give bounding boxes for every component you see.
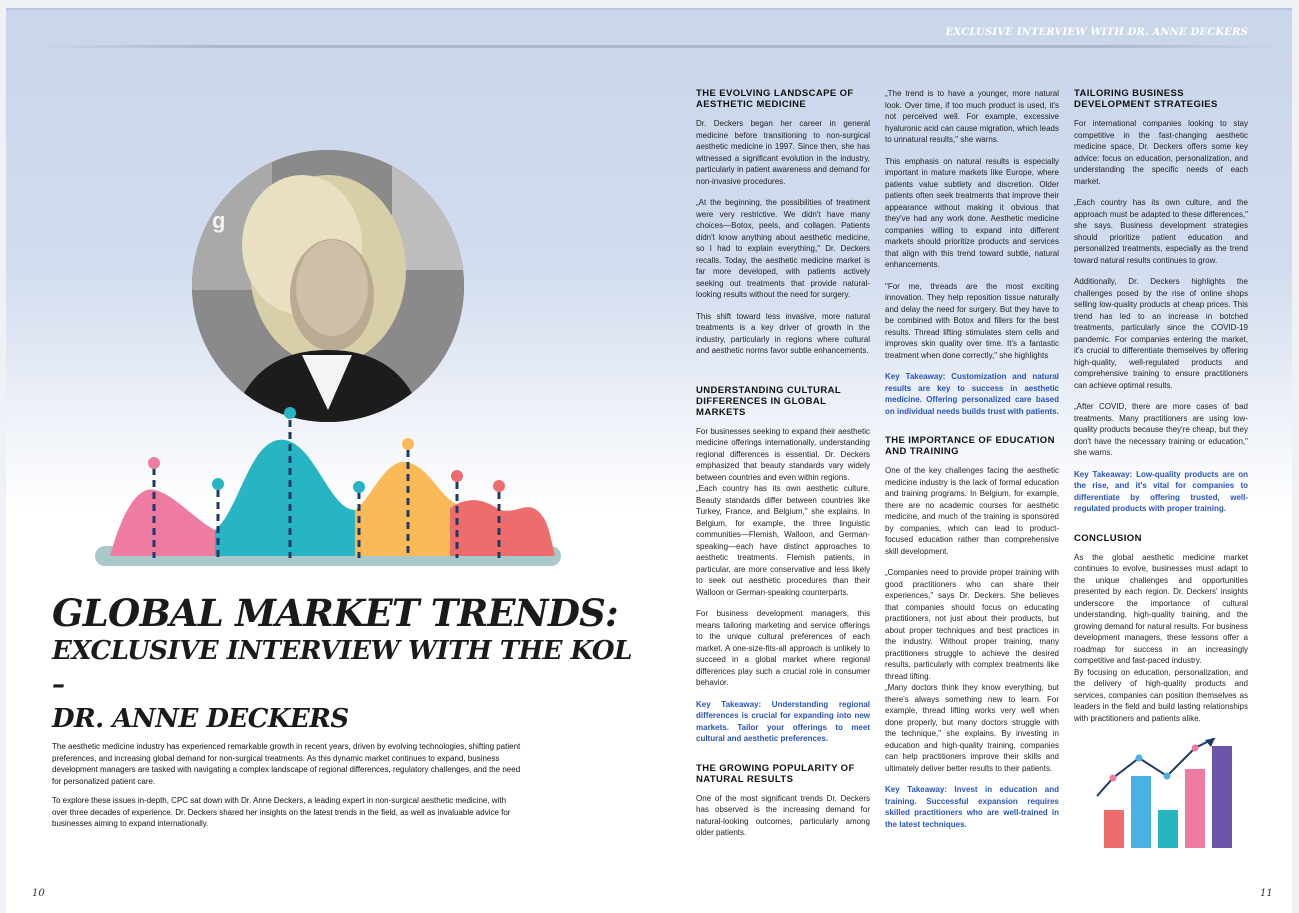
trend-dot-3 [1164, 773, 1171, 780]
dot-pink [148, 457, 160, 469]
heading-education-training: THE IMPORTANCE OF EDUCATION AND TRAINING [885, 435, 1055, 457]
header-rule [36, 45, 1286, 48]
col1-paragraph-6: For business development managers, this means tailoring marketing and service offerings to the unique cultural preferences of each market. A one-size-fits-all approach is unlikely to succeed in a global market where regional differences play such a crucial role in consumer behavior. [696, 609, 870, 687]
trend-dot-1 [1110, 775, 1117, 782]
intro-paragraph-1: The aesthetic medicine industry has experienced remarkable growth in recent years, driven by evolving technologies, shifting patient preferences, and increasing global demand for non-surgical treatments. As this dynamic market continues to expand, business development managers are tasked with navigating a complex landscape of regional differences, regulatory challenges, and the need for personalized patient care. [52, 742, 521, 786]
dot-yellow [402, 438, 414, 450]
bar-2 [1131, 776, 1151, 848]
col1-paragraph-3: This shift toward less invasive, more natural treatments is a key driver of growth in the industry, particularly in regions where cultural and aesthetic norms favor subtle enhancements. [696, 311, 870, 355]
col1-key-takeaway: Key Takeaway: Understanding regional differences is crucial for expanding into new markets. Tailor your offerings to meet cultural and aesthetic preferences. [696, 699, 870, 743]
col3-paragraph-5: As the global aesthetic medicine market continues to evolve, businesses must adapt to the unique challenges and opportunities presented by each region. Dr. Deckers' insights underscore the importance of cultural understanding, high-quality training, and the growing demand for natural results. For business development managers, these lessons offer a roadmap for success in an increasingly competitive and fast-paced industry. [1074, 552, 1248, 665]
heading-business-strategies: TAILORING BUSINESS DEVELOPMENT STRATEGIES [1074, 88, 1218, 110]
heading-cultural-differences: UNDERSTANDING CULTURAL DIFFERENCES IN GLOBAL MARKETS [696, 384, 841, 418]
col2-paragraph-1: „The trend is to have a younger, more natural look. Over time, if too much product is used, it's not perceived well. For example, excessive hyaluronic acid can cause migration, which leads to unnatural results," she warns. [885, 89, 1059, 144]
col1-paragraph-4: For businesses seeking to expand their aesthetic medicine offerings internationally, understanding regional differences is essential. Dr. Deckers emphasized that beauty standards vary widely between countries and even within regions. [696, 426, 870, 482]
dot-teal-2 [284, 407, 296, 419]
col1-paragraph-5: „Each country has its own aesthetic culture. Beauty standards differ between countries like Turkey, France, and Belgium," she explains. In Belgium, for example, the three linguistic communities—Flemish, Walloon, and German-speaking—each have distinct approaches to aesthetic treatments. Flemish patients, in particular, are more conservative and less likely to seek out aesthetic procedures than their Walloon or German-speaking counterparts. [696, 484, 870, 597]
bar-1 [1104, 810, 1124, 848]
col3-paragraph-3: Additionally, Dr. Deckers highlights the challenges posed by the rise of online shops selling low-quality products at cheap prices. This trend has led to an increase in botched treatments, particularly since the COVID-19 pandemic. For companies entering the market, it's crucial to differentiate themselves by offering high-quality, well-regulated products and comprehensive training to ensure practitioners can achieve optimal results. [1074, 277, 1248, 390]
wave-pink [110, 490, 215, 556]
col2-paragraph-5: „Companies need to provide proper training with good practitioners who can share their experiences," says Dr. Deckers. She believes that companies should focus on educating practitioners, not just about their products, but about proper techniques and best practices in the industry. Without proper training, many practitioners struggle to achieve the desired results, particularly with complex treatments like thread lifting. [885, 568, 1059, 681]
col2-paragraph-2: This emphasis on natural results is especially important in mature markets like Europe, where patients value subtlety and discretion. Older patients often seek treatments that improve their appearance without making it obvious that they've had any work done. Aesthetic medicine companies willing to expand into different markets should prioritize products and services that align with this trend toward subtle, natural enhancements. [885, 156, 1059, 269]
dot-teal-3 [353, 481, 365, 493]
col2-key-takeaway-2: Key Takeaway: Invest in education and training. Successful expansion requires skilled practitioners who are well-trained in the latest techniques. [885, 785, 1059, 829]
column-2 [885, 88, 1059, 840]
col3-paragraph-6: By focusing on education, personalization, and the delivery of high-quality products and services, companies can position themselves as leaders in the field and build lasting relationships with practitioners and patients alike. [1074, 667, 1248, 723]
title-line-1: GLOBAL MARKET TRENDS: [52, 591, 618, 635]
running-head: EXCLUSIVE INTERVIEW WITH DR. ANNE DECKERS [945, 27, 1248, 38]
col1-paragraph-2: „At the beginning, the possibilities of treatment were very restrictive. We didn't have many choices—Botox, peels, and collagen. Patients didn't know anything about aesthetic medicine, so I had to explain everything," Dr. Deckers recalls. Today, the aesthetic medicine market is far more developed, with patients actively seeking out treatments that provide natural-looking results without the need for surgery. [696, 198, 870, 299]
decorative-wave-chart [90, 400, 580, 570]
intro-paragraph-2: To explore these issues in-depth, CPC sat down with Dr. Anne Deckers, a leading expert in non-surgical aesthetic medicine, with over three decades of experience. Dr. Deckers shared her insights on the latest trends in the field, as well as invaluable advice for businesses aiming to expand internationally. [52, 796, 511, 828]
dot-coral-1 [451, 470, 463, 482]
bar-3 [1158, 810, 1178, 848]
col3-paragraph-4: „After COVID, there are more cases of bad treatments. Many practitioners are using low-quality products because they're cheap, but they don't have the necessary training or education," she warns. [1074, 402, 1248, 457]
title-line-2: EXCLUSIVE INTERVIEW WITH THE KOL – [52, 636, 632, 700]
title-line-3: DR. ANNE DECKERS [52, 704, 349, 734]
col2-key-takeaway-1: Key Takeaway: Customization and natural results are key to success in aesthetic medicine. Offering personalized care based on individual needs builds trust with patients. [885, 372, 1059, 416]
trend-dot-2 [1136, 755, 1143, 762]
column-1 [696, 88, 870, 849]
col3-key-takeaway: Key Takeaway: Low-quality products are on the rise, and it's vital for companies to differentiate by offering trusted, well-regulated products with proper training. [1074, 469, 1248, 513]
dot-teal-1 [212, 478, 224, 490]
col1-paragraph-7: One of the most significant trends Dr. Deckers has observed is the increasing demand for natural-looking outcomes, particularly among older patients. [696, 793, 870, 837]
col2-paragraph-4: One of the key challenges facing the aesthetic medicine industry is the lack of formal education and training programs. In Belgium, for example, there are no academic courses for aesthetic medicine, and much of the training is sponsored by companies, which can lead to product-focused education rather than comprehensive skill development. [885, 466, 1059, 556]
col1-paragraph-1: Dr. Deckers began her career in general medicine before transitioning to non-surgical aesthetic medicine in 1997. Since then, she has witnessed a significant evolution in the industry, particularly in patient awareness and demand for non-invasive procedures. [696, 119, 870, 186]
top-edge [6, 8, 1292, 10]
heading-natural-results: THE GROWING POPULARITY OF NATURAL RESULTS [696, 762, 855, 785]
page-number-right: 11 [1260, 888, 1273, 899]
heading-conclusion: CONCLUSION [1074, 532, 1142, 544]
portrait-photo [192, 150, 464, 422]
wave-coral [450, 500, 555, 556]
heading-evolving-landscape: THE EVOLVING LANDSCAPE OF AESTHETIC MEDICINE [696, 88, 854, 110]
svg-text:g: g [212, 208, 226, 233]
magazine-spread [6, 8, 1292, 913]
article-title [52, 592, 652, 736]
dot-coral-2 [493, 480, 505, 492]
col3-paragraph-1: For international companies looking to stay competitive in the fast-changing aesthetic medicine space, Dr. Deckers offers some key advice: focus on education, personalization, and understanding the specific needs of each market. [1074, 119, 1248, 186]
intro-text [52, 741, 522, 838]
bar-5 [1212, 746, 1232, 848]
col3-paragraph-2: „Each country has its own culture, and the approach must be adapted to these differences," she says. Business development strategies should prioritize patient education and personalized treatments, especially as the trend toward natural results continues to grow. [1074, 198, 1248, 265]
bar-4 [1185, 769, 1205, 848]
trend-dot-4 [1192, 745, 1199, 752]
decorative-bar-chart [1091, 738, 1241, 858]
col2-paragraph-3: "For me, threads are the most exciting innovation. They help reposition tissue naturally and delay the need for surgery. But they have to be combined with Botox and fillers for the best results. Thread lifting stimulates stem cells and improves skin quality over time. It's a fantastic treatment when done correctly," she highlights [885, 281, 1059, 360]
column-3 [1074, 88, 1248, 734]
page-number-left: 10 [32, 888, 45, 899]
col2-paragraph-6: „Many doctors think they know everything, but there's always something new to learn. For example, thread lifting works very well when done properly, but many doctors struggle with the technique," she explains. By investing in education and high-quality training, companies can help practitioners improve their skills and ultimately deliver better results to their patients. [885, 683, 1059, 773]
